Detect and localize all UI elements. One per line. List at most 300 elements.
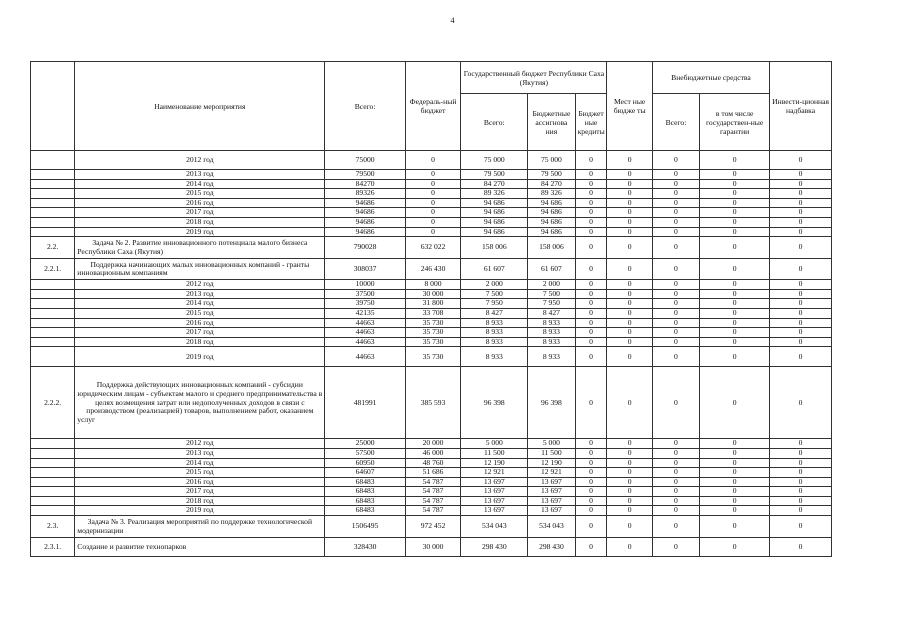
row-total: 79500 (325, 170, 405, 180)
row-invest: 0 (770, 259, 832, 280)
row-invest: 0 (770, 468, 832, 478)
page-number: 4 (450, 16, 455, 25)
row-state-total: 94 686 (461, 198, 528, 208)
row-state-total: 2 000 (461, 280, 528, 290)
row-extra-guarantees: 0 (700, 259, 770, 280)
row-federal: 972 452 (405, 516, 461, 538)
row-invest: 0 (770, 198, 832, 208)
row-name: 2013 год (75, 448, 325, 458)
row-local: 0 (607, 318, 652, 328)
row-code (31, 280, 75, 290)
row-state-total: 7 500 (461, 289, 528, 299)
row-state-allocations: 2 000 (528, 280, 575, 290)
row-code (31, 151, 75, 170)
row-total: 64607 (325, 468, 405, 478)
row-total: 44663 (325, 337, 405, 347)
row-name: 2014 год (75, 299, 325, 309)
row-code: 2.2. (31, 237, 75, 259)
row-federal: 0 (405, 170, 461, 180)
row-code (31, 448, 75, 458)
row-extra-guarantees: 0 (700, 208, 770, 218)
row-state-total: 94 686 (461, 208, 528, 218)
row-invest: 0 (770, 299, 832, 309)
row-code: 2.2.1. (31, 259, 75, 280)
row-name: 2015 год (75, 189, 325, 199)
row-extra-guarantees: 0 (700, 189, 770, 199)
table-row (31, 227, 832, 237)
row-state-credits: 0 (575, 448, 607, 458)
row-name: 2017 год (75, 208, 325, 218)
row-extra-total: 0 (652, 280, 699, 290)
table-row (31, 337, 832, 347)
header-state-allocations: Бюджетные ассигнова ния (528, 94, 575, 151)
row-state-total: 12 190 (461, 458, 528, 468)
row-extra-guarantees: 0 (700, 170, 770, 180)
row-extra-guarantees: 0 (700, 289, 770, 299)
row-extra-total: 0 (652, 198, 699, 208)
row-local: 0 (607, 477, 652, 487)
row-total: 328430 (325, 538, 405, 557)
table-row (31, 367, 832, 439)
table-row (31, 259, 832, 280)
row-total: 68483 (325, 506, 405, 516)
row-total: 10000 (325, 280, 405, 290)
row-name: 2019 год (75, 347, 325, 367)
row-total: 481991 (325, 367, 405, 439)
row-state-total: 75 000 (461, 151, 528, 170)
row-state-credits: 0 (575, 347, 607, 367)
row-state-credits: 0 (575, 506, 607, 516)
row-local: 0 (607, 289, 652, 299)
row-federal: 48 760 (405, 458, 461, 468)
row-state-credits: 0 (575, 299, 607, 309)
header-invest: Инвести-ционная надбавка (770, 62, 832, 151)
row-state-credits: 0 (575, 337, 607, 347)
budget-table (30, 61, 832, 557)
row-state-allocations: 8 933 (528, 318, 575, 328)
row-name: 2019 год (75, 227, 325, 237)
row-state-credits: 0 (575, 208, 607, 218)
header-local: Мест ные бюдже ты (607, 62, 652, 151)
row-state-allocations: 75 000 (528, 151, 575, 170)
row-total: 68483 (325, 477, 405, 487)
row-state-credits: 0 (575, 516, 607, 538)
row-code (31, 468, 75, 478)
row-name: 2018 год (75, 217, 325, 227)
row-extra-total: 0 (652, 289, 699, 299)
row-state-total: 13 697 (461, 487, 528, 497)
row-invest: 0 (770, 487, 832, 497)
row-code (31, 328, 75, 338)
row-extra-guarantees: 0 (700, 227, 770, 237)
row-extra-guarantees: 0 (700, 487, 770, 497)
row-federal: 54 787 (405, 496, 461, 506)
row-total: 75000 (325, 151, 405, 170)
row-code (31, 179, 75, 189)
row-code (31, 337, 75, 347)
row-local: 0 (607, 516, 652, 538)
row-name: 2018 год (75, 496, 325, 506)
row-state-allocations: 158 006 (528, 237, 575, 259)
row-state-total: 84 270 (461, 179, 528, 189)
row-total: 39750 (325, 299, 405, 309)
header-name: Наименование мероприятия (75, 62, 325, 151)
row-state-allocations: 8 933 (528, 347, 575, 367)
row-extra-total: 0 (652, 299, 699, 309)
row-local: 0 (607, 347, 652, 367)
row-extra-total: 0 (652, 538, 699, 557)
row-state-credits: 0 (575, 259, 607, 280)
row-extra-guarantees: 0 (700, 337, 770, 347)
row-total: 308037 (325, 259, 405, 280)
row-extra-guarantees: 0 (700, 280, 770, 290)
row-invest: 0 (770, 516, 832, 538)
row-name: 2019 год (75, 506, 325, 516)
row-state-allocations: 12 190 (528, 458, 575, 468)
row-extra-guarantees: 0 (700, 538, 770, 557)
row-total: 25000 (325, 439, 405, 449)
row-local: 0 (607, 458, 652, 468)
table-body (31, 151, 832, 557)
row-federal: 0 (405, 227, 461, 237)
row-code (31, 506, 75, 516)
row-extra-guarantees: 0 (700, 439, 770, 449)
row-invest: 0 (770, 337, 832, 347)
header-total: Всего: (325, 62, 405, 151)
row-federal: 31 800 (405, 299, 461, 309)
row-name: 2013 год (75, 289, 325, 299)
row-local: 0 (607, 208, 652, 218)
row-state-credits: 0 (575, 151, 607, 170)
row-total: 89326 (325, 189, 405, 199)
row-total: 790028 (325, 237, 405, 259)
row-total: 68483 (325, 496, 405, 506)
row-state-credits: 0 (575, 538, 607, 557)
row-extra-guarantees: 0 (700, 367, 770, 439)
row-code: 2.3. (31, 516, 75, 538)
row-state-total: 96 398 (461, 367, 528, 439)
row-federal: 51 686 (405, 468, 461, 478)
row-state-total: 12 921 (461, 468, 528, 478)
row-name: 2015 год (75, 468, 325, 478)
row-local: 0 (607, 308, 652, 318)
row-name: Задача № 3. Реализация мероприятий по поддержке технологической модернизации (75, 516, 325, 538)
row-name: 2012 год (75, 280, 325, 290)
row-code (31, 347, 75, 367)
row-federal: 30 000 (405, 538, 461, 557)
row-federal: 46 000 (405, 448, 461, 458)
table-row (31, 299, 832, 309)
row-federal: 35 730 (405, 337, 461, 347)
table-row (31, 289, 832, 299)
row-state-credits: 0 (575, 477, 607, 487)
table-row (31, 217, 832, 227)
row-name: 2015 год (75, 308, 325, 318)
row-federal: 35 730 (405, 318, 461, 328)
row-extra-total: 0 (652, 496, 699, 506)
row-extra-total: 0 (652, 448, 699, 458)
table-row (31, 458, 832, 468)
row-invest: 0 (770, 439, 832, 449)
row-state-allocations: 94 686 (528, 198, 575, 208)
row-name: Поддержка действующих инновационных компаний - субсидии юридическим лицам - субъектам малого и среднего предпринимательства в целях возмещения затрат или недополученных доходов в связи с производством (реализацией) товаров, выполнением работ, оказанием услуг (75, 367, 325, 439)
table-row (31, 516, 832, 538)
row-federal: 0 (405, 217, 461, 227)
row-state-allocations: 13 697 (528, 477, 575, 487)
row-extra-total: 0 (652, 487, 699, 497)
table-row (31, 328, 832, 338)
row-federal: 35 730 (405, 347, 461, 367)
row-total: 94686 (325, 227, 405, 237)
row-federal: 0 (405, 151, 461, 170)
row-extra-guarantees: 0 (700, 237, 770, 259)
row-invest: 0 (770, 328, 832, 338)
row-name: Создание и развитие технопарков (75, 538, 325, 557)
row-extra-total: 0 (652, 468, 699, 478)
row-invest: 0 (770, 189, 832, 199)
row-invest: 0 (770, 170, 832, 180)
row-invest: 0 (770, 448, 832, 458)
header-state-credits: Бюджет ные кредиты (575, 94, 607, 151)
row-state-allocations: 13 697 (528, 506, 575, 516)
row-name: Задача № 2. Развитие инновационного потенциала малого бизнеса Республики Саха (Якутия) (75, 237, 325, 259)
row-name: 2018 год (75, 337, 325, 347)
row-state-credits: 0 (575, 367, 607, 439)
row-state-total: 13 697 (461, 506, 528, 516)
row-invest: 0 (770, 538, 832, 557)
row-extra-total: 0 (652, 439, 699, 449)
row-state-total: 8 933 (461, 328, 528, 338)
table-row (31, 347, 832, 367)
row-invest: 0 (770, 458, 832, 468)
row-total: 44663 (325, 347, 405, 367)
row-extra-total: 0 (652, 516, 699, 538)
row-code (31, 458, 75, 468)
row-invest: 0 (770, 227, 832, 237)
table-row (31, 448, 832, 458)
row-state-allocations: 534 043 (528, 516, 575, 538)
row-state-credits: 0 (575, 189, 607, 199)
row-local: 0 (607, 328, 652, 338)
row-local: 0 (607, 198, 652, 208)
row-state-credits: 0 (575, 468, 607, 478)
row-extra-guarantees: 0 (700, 308, 770, 318)
row-state-allocations: 61 607 (528, 259, 575, 280)
row-federal: 385 593 (405, 367, 461, 439)
row-extra-guarantees: 0 (700, 299, 770, 309)
row-extra-total: 0 (652, 328, 699, 338)
table-row (31, 487, 832, 497)
row-state-credits: 0 (575, 280, 607, 290)
row-state-allocations: 94 686 (528, 217, 575, 227)
row-code (31, 289, 75, 299)
row-federal: 35 730 (405, 328, 461, 338)
row-code (31, 299, 75, 309)
row-name: 2014 год (75, 179, 325, 189)
row-local: 0 (607, 367, 652, 439)
table-row (31, 179, 832, 189)
row-federal: 632 022 (405, 237, 461, 259)
row-invest: 0 (770, 280, 832, 290)
header-extra-total: Всего: (652, 94, 699, 151)
row-extra-guarantees: 0 (700, 468, 770, 478)
row-state-total: 94 686 (461, 217, 528, 227)
row-name: 2016 год (75, 318, 325, 328)
header-state-budget: Государственный бюджет Республики Саха (Якутия) (461, 62, 607, 94)
row-code (31, 439, 75, 449)
row-code (31, 198, 75, 208)
row-state-credits: 0 (575, 227, 607, 237)
row-state-total: 8 933 (461, 347, 528, 367)
row-invest: 0 (770, 477, 832, 487)
row-name: 2012 год (75, 439, 325, 449)
row-total: 94686 (325, 208, 405, 218)
row-extra-total: 0 (652, 189, 699, 199)
row-code (31, 487, 75, 497)
row-extra-total: 0 (652, 506, 699, 516)
header-extra: Внебюджетные средства (652, 62, 769, 94)
row-state-allocations: 84 270 (528, 179, 575, 189)
row-state-credits: 0 (575, 458, 607, 468)
header-extra-guarantees: в том числе государствен-ные гарантии (700, 94, 770, 151)
row-federal: 54 787 (405, 487, 461, 497)
row-name: 2016 год (75, 477, 325, 487)
row-extra-guarantees: 0 (700, 448, 770, 458)
row-state-total: 61 607 (461, 259, 528, 280)
row-extra-guarantees: 0 (700, 496, 770, 506)
row-state-allocations: 79 500 (528, 170, 575, 180)
row-local: 0 (607, 217, 652, 227)
row-state-total: 8 427 (461, 308, 528, 318)
row-state-allocations: 7 500 (528, 289, 575, 299)
row-federal: 54 787 (405, 506, 461, 516)
row-extra-guarantees: 0 (700, 217, 770, 227)
row-name: 2014 год (75, 458, 325, 468)
row-total: 44663 (325, 328, 405, 338)
row-extra-guarantees: 0 (700, 151, 770, 170)
row-state-total: 7 950 (461, 299, 528, 309)
table-row (31, 208, 832, 218)
row-extra-total: 0 (652, 308, 699, 318)
row-local: 0 (607, 259, 652, 280)
row-state-allocations: 94 686 (528, 227, 575, 237)
row-extra-guarantees: 0 (700, 318, 770, 328)
row-state-total: 13 697 (461, 477, 528, 487)
table-row (31, 538, 832, 557)
row-invest: 0 (770, 367, 832, 439)
row-state-credits: 0 (575, 328, 607, 338)
row-state-allocations: 11 500 (528, 448, 575, 458)
row-extra-total: 0 (652, 151, 699, 170)
row-total: 42135 (325, 308, 405, 318)
table-row (31, 170, 832, 180)
header-state-total: Всего: (461, 94, 528, 151)
row-name: 2017 год (75, 487, 325, 497)
row-state-total: 158 006 (461, 237, 528, 259)
row-state-total: 8 933 (461, 337, 528, 347)
row-code (31, 170, 75, 180)
row-local: 0 (607, 227, 652, 237)
row-local: 0 (607, 299, 652, 309)
row-local: 0 (607, 280, 652, 290)
row-state-credits: 0 (575, 289, 607, 299)
row-invest: 0 (770, 237, 832, 259)
row-extra-guarantees: 0 (700, 506, 770, 516)
table-row (31, 151, 832, 170)
row-invest: 0 (770, 496, 832, 506)
row-extra-total: 0 (652, 208, 699, 218)
row-state-allocations: 8 933 (528, 337, 575, 347)
row-local: 0 (607, 237, 652, 259)
row-code (31, 208, 75, 218)
row-federal: 30 000 (405, 289, 461, 299)
table-row (31, 189, 832, 199)
row-extra-guarantees: 0 (700, 347, 770, 367)
row-total: 68483 (325, 487, 405, 497)
row-federal: 246 430 (405, 259, 461, 280)
row-state-credits: 0 (575, 487, 607, 497)
row-extra-guarantees: 0 (700, 198, 770, 208)
row-name: 2016 год (75, 198, 325, 208)
table-row (31, 477, 832, 487)
row-state-credits: 0 (575, 439, 607, 449)
row-state-allocations: 8 933 (528, 328, 575, 338)
table-row (31, 439, 832, 449)
row-state-allocations: 8 427 (528, 308, 575, 318)
row-state-allocations: 13 697 (528, 487, 575, 497)
row-total: 60950 (325, 458, 405, 468)
row-extra-total: 0 (652, 458, 699, 468)
row-federal: 20 000 (405, 439, 461, 449)
row-extra-total: 0 (652, 367, 699, 439)
table-row (31, 237, 832, 259)
row-invest: 0 (770, 506, 832, 516)
row-state-total: 534 043 (461, 516, 528, 538)
row-extra-total: 0 (652, 318, 699, 328)
row-code (31, 189, 75, 199)
row-extra-guarantees: 0 (700, 477, 770, 487)
row-state-credits: 0 (575, 179, 607, 189)
row-code (31, 217, 75, 227)
row-local: 0 (607, 189, 652, 199)
row-federal: 0 (405, 179, 461, 189)
row-state-allocations: 94 686 (528, 208, 575, 218)
row-local: 0 (607, 487, 652, 497)
row-state-allocations: 89 326 (528, 189, 575, 199)
row-total: 1506495 (325, 516, 405, 538)
row-local: 0 (607, 151, 652, 170)
row-code: 2.3.1. (31, 538, 75, 557)
row-code (31, 308, 75, 318)
row-code: 2.2.2. (31, 367, 75, 439)
table-row (31, 468, 832, 478)
row-total: 94686 (325, 217, 405, 227)
row-state-total: 5 000 (461, 439, 528, 449)
row-state-total: 79 500 (461, 170, 528, 180)
row-local: 0 (607, 506, 652, 516)
row-code (31, 318, 75, 328)
row-federal: 8 000 (405, 280, 461, 290)
row-local: 0 (607, 496, 652, 506)
row-extra-total: 0 (652, 337, 699, 347)
row-name: Поддержка начинающих малых инновационных компаний - гранты инновационным компаниям (75, 259, 325, 280)
row-state-total: 13 697 (461, 496, 528, 506)
row-local: 0 (607, 468, 652, 478)
row-state-credits: 0 (575, 496, 607, 506)
row-extra-guarantees: 0 (700, 179, 770, 189)
row-federal: 0 (405, 189, 461, 199)
table-row (31, 308, 832, 318)
